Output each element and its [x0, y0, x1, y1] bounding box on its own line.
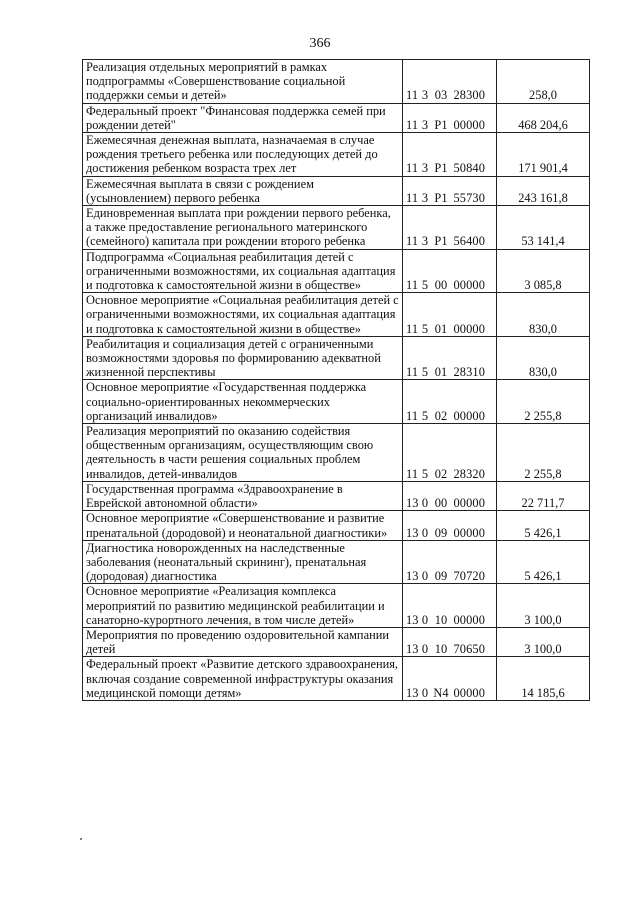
budget-code-part: 00000: [453, 278, 485, 293]
table-row: [83, 584, 590, 628]
row-amount: 3 085,8: [497, 249, 590, 293]
table-row: [83, 511, 590, 540]
row-amount: 243 161,8: [497, 176, 590, 205]
row-item-name: Основное мероприятие «Государственная поддержка социально-ориентированных некоммерческих организаций инвалидов»: [83, 380, 403, 424]
budget-code-part: 11: [406, 190, 419, 205]
budget-code-part: 28320: [453, 466, 485, 481]
row-budget-code: [403, 249, 497, 293]
table-row: [83, 249, 590, 293]
row-amount: 468 204,6: [497, 103, 590, 132]
budget-code-part: 28310: [453, 365, 485, 380]
budget-code-part: Р1: [434, 117, 448, 132]
row-item-name: Федеральный проект «Развитие детского здравоохранения, включая создание современной инфраструктуры оказания медицинской помощи детям»: [83, 657, 403, 701]
row-item-name: Реализация мероприятий по оказанию содействия общественным организациям, осуществляющим свою деятельность в части решения социальных проблем инвалидов, детей-инвалидов: [83, 424, 403, 482]
budget-code-part: 11: [406, 466, 419, 481]
budget-code-part: 13: [406, 642, 419, 657]
row-amount: 53 141,4: [497, 206, 590, 250]
table-row: [83, 481, 590, 510]
budget-code-part: 3: [421, 161, 429, 176]
budget-code-part: 13: [406, 612, 419, 627]
budget-code-part: 50840: [453, 161, 485, 176]
row-item-name: Государственная программа «Здравоохранение в Еврейской автономной области»: [83, 481, 403, 510]
budget-code-part: 55730: [453, 190, 485, 205]
table-row: [83, 176, 590, 205]
row-budget-code: [403, 584, 497, 628]
budget-code-part: 11: [406, 117, 419, 132]
budget-code-part: 5: [421, 365, 429, 380]
budget-code-part: 00000: [453, 117, 485, 132]
budget-code-part: 3: [421, 190, 429, 205]
budget-code-part: 56400: [453, 234, 485, 249]
row-item-name: Основное мероприятие «Совершенствование и развитие пренатальной (дородовой) и неонатальной диагностики»: [83, 511, 403, 540]
table-row: [83, 380, 590, 424]
budget-code-part: 00000: [453, 685, 485, 700]
budget-code-part: 13: [406, 525, 419, 540]
budget-code-part: 09: [434, 569, 448, 584]
row-budget-code: [403, 657, 497, 701]
budget-code-part: 11: [406, 234, 419, 249]
row-budget-code: [403, 424, 497, 482]
row-budget-code: [403, 627, 497, 656]
budget-code-part: 5: [421, 466, 429, 481]
row-item-name: Реабилитация и социализация детей с ограниченными возможностями здоровья по формированию адекватной жизненной перспективы: [83, 336, 403, 380]
row-item-name: Ежемесячная выплата в связи с рождением (усыновлением) первого ребенка: [83, 176, 403, 205]
row-amount: 2 255,8: [497, 424, 590, 482]
table-row: [83, 133, 590, 177]
budget-code-part: 00: [434, 496, 448, 511]
budget-code-part: 0: [421, 642, 429, 657]
budget-code-part: 09: [434, 525, 448, 540]
budget-code-part: 00: [434, 278, 448, 293]
table-row: [83, 60, 590, 104]
row-budget-code: [403, 133, 497, 177]
page-number: 366: [309, 36, 331, 51]
table-row: [83, 336, 590, 380]
row-amount: 2 255,8: [497, 380, 590, 424]
budget-code-part: 0: [421, 525, 429, 540]
table-row: [83, 103, 590, 132]
row-amount: 171 901,4: [497, 133, 590, 177]
row-budget-code: [403, 511, 497, 540]
budget-code-part: 02: [434, 466, 448, 481]
budget-table-body: [83, 60, 590, 701]
budget-code-part: 3: [421, 88, 429, 103]
budget-code-part: 13: [406, 569, 419, 584]
row-amount: 5 426,1: [497, 540, 590, 584]
budget-code-part: 01: [434, 321, 448, 336]
budget-code-part: 3: [421, 117, 429, 132]
budget-code-part: N4: [433, 685, 449, 700]
row-item-name: Основное мероприятие «Реализация комплекса мероприятий по развитию медицинской реабилитации и санаторно-курортного лечения, в том числе детей»: [83, 584, 403, 628]
row-amount: 5 426,1: [497, 511, 590, 540]
budget-code-part: 0: [421, 496, 429, 511]
row-amount: 14 185,6: [497, 657, 590, 701]
row-amount: 3 100,0: [497, 584, 590, 628]
budget-code-part: Р1: [434, 190, 448, 205]
table-row: [83, 206, 590, 250]
budget-code-part: 11: [406, 321, 419, 336]
budget-code-part: 00000: [453, 525, 485, 540]
budget-code-part: 0: [421, 685, 429, 700]
row-item-name: Реализация отдельных мероприятий в рамках подпрограммы «Совершенствование социальной поддержки семьи и детей»: [83, 60, 403, 104]
budget-code-part: 10: [434, 612, 448, 627]
budget-code-part: 11: [406, 88, 419, 103]
row-budget-code: [403, 103, 497, 132]
table-row: [83, 657, 590, 701]
row-budget-code: [403, 540, 497, 584]
row-item-name: Диагностика новорожденных на наследственные заболевания (неонатальный скрининг), пренатальная (дородовая) диагностика: [83, 540, 403, 584]
budget-code-part: 00000: [453, 408, 485, 423]
budget-code-part: 11: [406, 365, 419, 380]
budget-code-part: 11: [406, 278, 419, 293]
row-budget-code: [403, 481, 497, 510]
budget-code-part: 5: [421, 278, 429, 293]
row-budget-code: [403, 176, 497, 205]
budget-code-part: 28300: [453, 88, 485, 103]
row-budget-code: [403, 206, 497, 250]
budget-code-part: 01: [434, 365, 448, 380]
row-budget-code: [403, 60, 497, 104]
budget-table: [82, 59, 590, 701]
row-amount: 3 100,0: [497, 627, 590, 656]
row-item-name: Мероприятия по проведению оздоровительной кампании детей: [83, 627, 403, 656]
budget-code-part: 00000: [453, 612, 485, 627]
budget-code-part: 13: [406, 685, 419, 700]
budget-code-part: Р1: [434, 161, 448, 176]
row-budget-code: [403, 293, 497, 337]
budget-code-part: 13: [406, 496, 419, 511]
table-row: [83, 627, 590, 656]
table-row: [83, 540, 590, 584]
budget-code-part: 10: [434, 642, 448, 657]
scan-artifact-dot: [80, 838, 82, 840]
row-amount: 830,0: [497, 336, 590, 380]
budget-code-part: 0: [421, 569, 429, 584]
row-item-name: Подпрограмма «Социальная реабилитация детей с ограниченными возможностями, их социальная адаптация и подготовка к самостоятельной жизни в обществе»: [83, 249, 403, 293]
row-budget-code: [403, 336, 497, 380]
table-row: [83, 293, 590, 337]
budget-code-part: 02: [434, 408, 448, 423]
budget-code-part: 0: [421, 612, 429, 627]
budget-code-part: Р1: [434, 234, 448, 249]
budget-code-part: 70720: [453, 569, 485, 584]
table-row: [83, 424, 590, 482]
row-budget-code: [403, 380, 497, 424]
budget-code-part: 3: [421, 234, 429, 249]
row-item-name: Основное мероприятие «Социальная реабилитация детей с ограниченными возможностями, их социальная адаптация и подготовка к самостоятельной жизни в обществе»: [83, 293, 403, 337]
budget-code-part: 11: [406, 408, 419, 423]
row-item-name: Ежемесячная денежная выплата, назначаемая в случае рождения третьего ребенка или последующих детей до достижения ребенком возраста трех лет: [83, 133, 403, 177]
budget-code-part: 03: [434, 88, 448, 103]
budget-code-part: 00000: [453, 321, 485, 336]
row-amount: 830,0: [497, 293, 590, 337]
row-amount: 258,0: [497, 60, 590, 104]
budget-code-part: 5: [421, 408, 429, 423]
budget-code-part: 00000: [453, 496, 485, 511]
budget-code-part: 5: [421, 321, 429, 336]
row-item-name: Единовременная выплата при рождении первого ребенка, а также предоставление регионального материнского (семейного) капитала при рождении второго ребенка: [83, 206, 403, 250]
row-item-name: Федеральный проект "Финансовая поддержка семей при рождении детей": [83, 103, 403, 132]
row-amount: 22 711,7: [497, 481, 590, 510]
budget-code-part: 11: [406, 161, 419, 176]
budget-code-part: 70650: [453, 642, 485, 657]
